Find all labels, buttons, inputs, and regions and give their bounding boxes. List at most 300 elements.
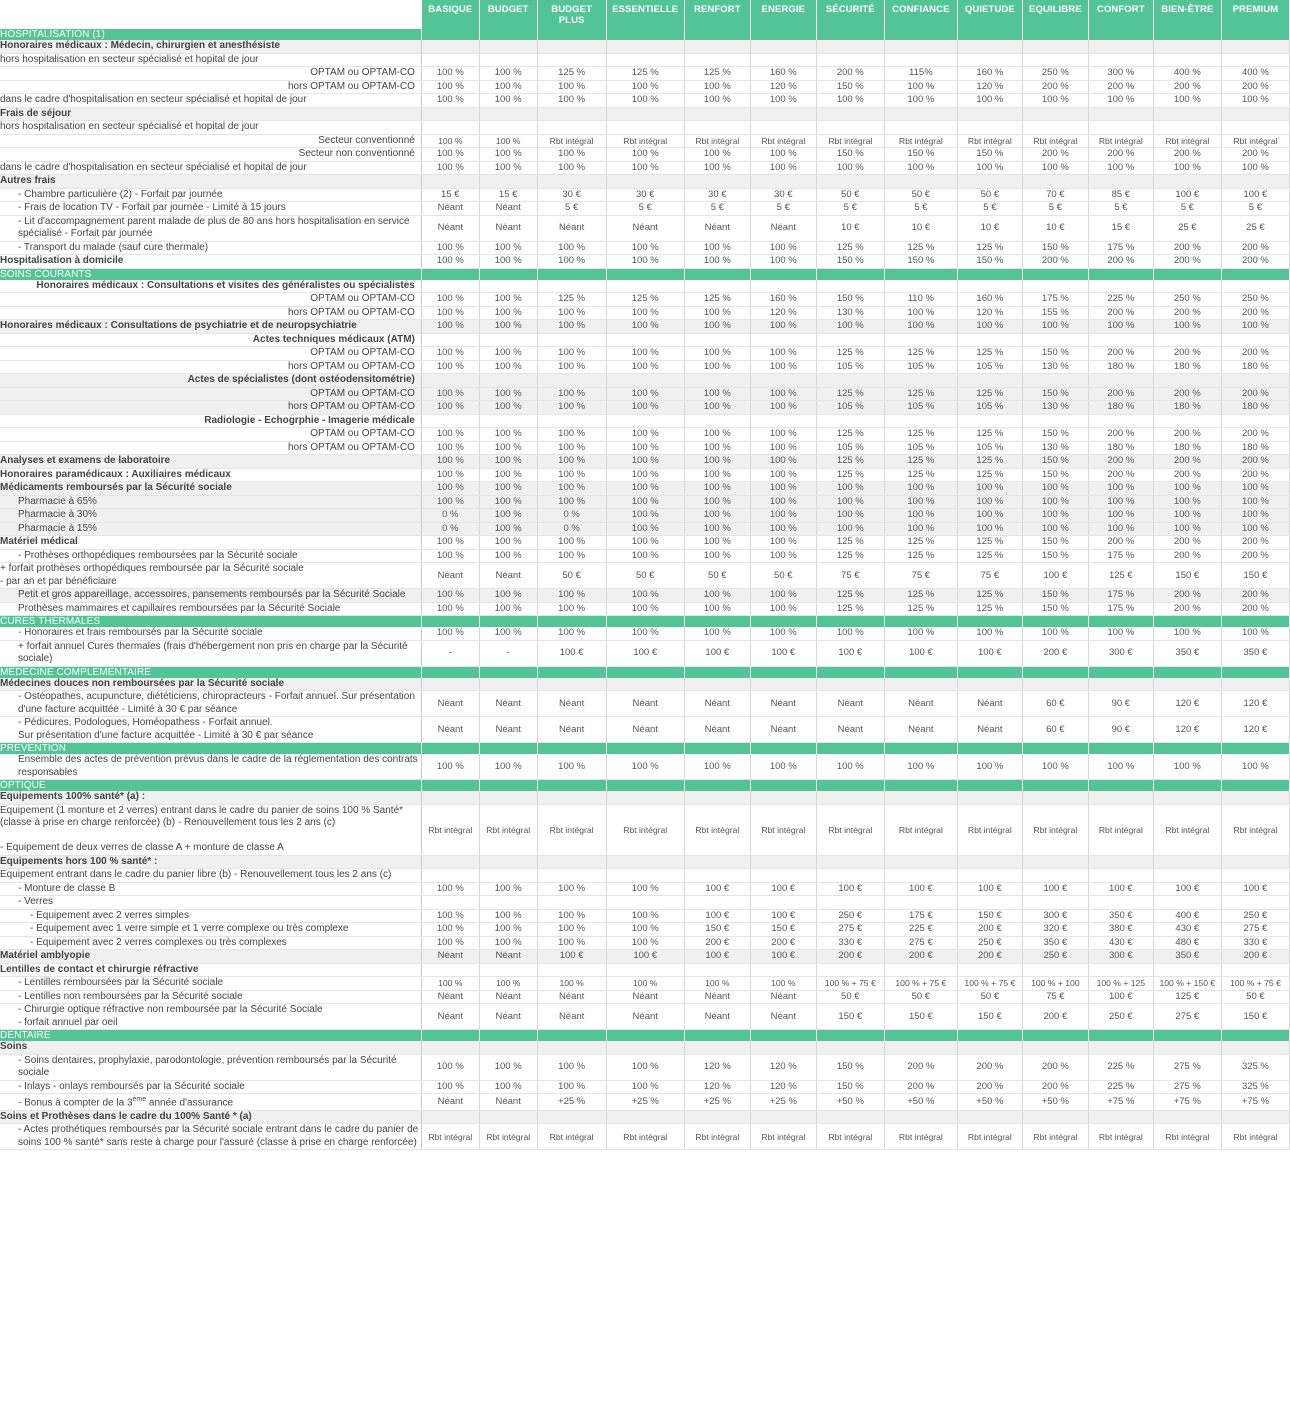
value-cell: Néant	[957, 717, 1022, 743]
value-cell: 100 %	[537, 255, 606, 269]
row-label: OPTAM ou OPTAM-CO	[0, 67, 421, 81]
value-cell: Néant	[606, 215, 684, 241]
value-cell	[750, 175, 816, 189]
value-cell: 100 %	[684, 468, 750, 482]
value-cell: 100 %	[606, 94, 684, 108]
value-cell	[1153, 678, 1221, 691]
value-cell	[1022, 869, 1088, 883]
row-label: Soins et Prothèses dans le cadre du 100% Santé * (a)	[0, 1110, 421, 1124]
value-cell: 200 %	[1153, 148, 1221, 162]
value-cell: 100 €	[1088, 882, 1153, 896]
table-row	[0, 936, 1290, 950]
value-cell: 105 %	[816, 401, 884, 415]
value-cell: 100 %	[1153, 522, 1221, 536]
value-cell: 100 %	[479, 602, 537, 616]
value-cell	[957, 175, 1022, 189]
value-cell: 125 %	[884, 455, 957, 469]
value-cell: 100 %	[479, 134, 537, 148]
table-row	[0, 869, 1290, 883]
value-cell: 100 %	[957, 522, 1022, 536]
value-cell: 430 €	[1153, 923, 1221, 937]
table-row	[0, 441, 1290, 455]
value-cell: 400 %	[1153, 67, 1221, 81]
value-cell: 150 %	[1022, 589, 1088, 603]
value-cell: 100 %	[684, 428, 750, 442]
value-cell: 100 %	[606, 509, 684, 523]
value-cell: 100 %	[479, 306, 537, 320]
row-label: Matériel amblyopie	[0, 950, 421, 964]
value-cell: 100 %	[1022, 509, 1088, 523]
value-cell: 110 %	[884, 293, 957, 307]
value-cell	[750, 414, 816, 428]
value-cell: 100 €	[1088, 990, 1153, 1004]
value-cell: 100 %	[606, 522, 684, 536]
value-cell	[1022, 121, 1088, 135]
section-spacer-cell	[957, 780, 1022, 792]
value-cell	[1221, 414, 1289, 428]
value-cell: Rbt intégral	[537, 1124, 606, 1150]
value-cell: 200 %	[1153, 455, 1221, 469]
value-cell: 120 €	[1221, 691, 1289, 717]
column-header-energie: ENERGIE	[750, 0, 816, 29]
value-cell	[1221, 963, 1289, 977]
value-cell: 100 %	[421, 627, 479, 640]
value-cell	[479, 53, 537, 67]
value-cell: 100 %	[1221, 320, 1289, 334]
value-cell: 100 %	[1153, 495, 1221, 509]
section-spacer-cell	[1022, 268, 1088, 280]
value-cell: 5 €	[537, 202, 606, 216]
value-cell: 0 %	[421, 522, 479, 536]
value-cell	[479, 869, 537, 883]
value-cell	[816, 1041, 884, 1054]
value-cell: 100 %	[606, 754, 684, 780]
value-cell	[816, 1110, 884, 1124]
table-body	[0, 29, 1290, 1150]
value-cell	[957, 333, 1022, 347]
row-label: - Chambre particulière (2) - Forfait par journée	[0, 188, 421, 202]
value-cell: 100 €	[750, 950, 816, 964]
value-cell: 105 %	[884, 401, 957, 415]
value-cell: 100 %	[421, 387, 479, 401]
value-cell: 275 €	[1221, 923, 1289, 937]
value-cell: 100 %	[479, 468, 537, 482]
value-cell	[884, 896, 957, 910]
value-cell: 100 %	[421, 602, 479, 616]
value-cell: 200 %	[1022, 148, 1088, 162]
value-cell: Néant	[957, 691, 1022, 717]
value-cell: 100 %	[479, 347, 537, 361]
value-cell	[1022, 53, 1088, 67]
value-cell: 100 %	[750, 536, 816, 550]
table-row	[0, 549, 1290, 563]
value-cell: 200 %	[1088, 80, 1153, 94]
value-cell: 15 €	[421, 188, 479, 202]
value-cell: 100 %	[816, 754, 884, 780]
section-spacer-cell	[421, 666, 479, 678]
value-cell: 5 €	[816, 202, 884, 216]
value-cell: 200 %	[1022, 255, 1088, 269]
value-cell: 100 %	[421, 80, 479, 94]
table-row	[0, 401, 1290, 415]
value-cell: Rbt intégral	[750, 1124, 816, 1150]
value-cell: 50 €	[957, 188, 1022, 202]
value-cell: 150 %	[884, 148, 957, 162]
value-cell: 100 %	[1088, 495, 1153, 509]
value-cell: 100 %	[421, 1054, 479, 1080]
section-spacer-cell	[1153, 743, 1221, 755]
value-cell: 150 %	[1022, 549, 1088, 563]
value-cell: Rbt intégral	[421, 1124, 479, 1150]
value-cell: 100 %	[421, 401, 479, 415]
value-cell	[606, 333, 684, 347]
value-cell: 200 %	[1022, 1054, 1088, 1080]
value-cell: Rbt intégral	[1221, 1124, 1289, 1150]
value-cell: 100 %	[479, 627, 537, 640]
column-header-equilibre: EQUILIBRE	[1022, 0, 1088, 29]
value-cell: 100 %	[750, 589, 816, 603]
value-cell: 100 %	[606, 589, 684, 603]
section-spacer-cell	[1221, 666, 1289, 678]
value-cell: 125 %	[957, 455, 1022, 469]
value-cell: 200 %	[1221, 536, 1289, 550]
value-cell: 105 %	[957, 441, 1022, 455]
value-cell	[537, 414, 606, 428]
value-cell: 150 €	[957, 909, 1022, 923]
value-cell: -	[421, 640, 479, 666]
value-cell: Néant	[684, 1004, 750, 1030]
value-cell	[1221, 53, 1289, 67]
value-cell: 100 €	[750, 640, 816, 666]
value-cell: Rbt intégral	[884, 1124, 957, 1150]
value-cell: 150 €	[957, 1004, 1022, 1030]
value-cell: 50 €	[537, 563, 606, 589]
value-cell: 125 %	[957, 428, 1022, 442]
section-spacer-cell	[957, 1030, 1022, 1042]
value-cell: 105 %	[957, 360, 1022, 374]
value-cell: 105 %	[816, 441, 884, 455]
table-row	[0, 67, 1290, 81]
value-cell: 100 %	[479, 1054, 537, 1080]
column-header-quietude: QUIETUDE	[957, 0, 1022, 29]
section-spacer-cell	[1153, 268, 1221, 280]
value-cell: Néant	[421, 1094, 479, 1111]
section-spacer-cell	[816, 616, 884, 628]
value-cell: +25 %	[750, 1094, 816, 1111]
section-spacer-cell	[1221, 780, 1289, 792]
column-header-row	[0, 0, 1290, 29]
section-spacer-cell	[1221, 743, 1289, 755]
section-spacer-cell	[479, 29, 537, 40]
value-cell	[421, 678, 479, 691]
value-cell: 250 %	[1022, 67, 1088, 81]
value-cell: 320 €	[1022, 923, 1088, 937]
section-spacer-cell	[1022, 780, 1088, 792]
value-cell	[1153, 121, 1221, 135]
value-cell: 100 %	[1153, 94, 1221, 108]
value-cell	[1153, 175, 1221, 189]
value-cell: Rbt intégral	[606, 1124, 684, 1150]
value-cell: 100 %	[1022, 627, 1088, 640]
value-cell: Néant	[479, 215, 537, 241]
value-cell: 100 %	[421, 977, 479, 991]
value-cell	[816, 855, 884, 869]
value-cell: 100 €	[816, 882, 884, 896]
value-cell: Rbt intégral	[750, 804, 816, 855]
value-cell: 100 %	[884, 495, 957, 509]
row-label: dans le cadre d'hospitalisation en secteur spécialisé et hopital de jour	[0, 161, 421, 175]
value-cell: 5 €	[1022, 202, 1088, 216]
value-cell: 130 %	[1022, 441, 1088, 455]
value-cell: Rbt intégral	[816, 804, 884, 855]
value-cell: 200 %	[884, 1080, 957, 1094]
value-cell: 200 %	[884, 1054, 957, 1080]
value-cell: 100 %	[884, 522, 957, 536]
value-cell	[1153, 414, 1221, 428]
table-row	[0, 333, 1290, 347]
value-cell: 120 €	[1221, 717, 1289, 743]
value-cell: 100 %	[1221, 94, 1289, 108]
value-cell	[1153, 1110, 1221, 1124]
section-header-row	[0, 616, 1290, 628]
value-cell: Néant	[816, 691, 884, 717]
section-spacer-cell	[421, 616, 479, 628]
value-cell: 100 %	[537, 977, 606, 991]
value-cell: 125 %	[957, 589, 1022, 603]
table-row	[0, 563, 1290, 589]
value-cell: 100 %	[957, 161, 1022, 175]
value-cell: 105 %	[957, 401, 1022, 415]
value-cell: 100 %	[884, 627, 957, 640]
value-cell: 100 %	[957, 94, 1022, 108]
value-cell: 250 €	[1221, 909, 1289, 923]
table-row	[0, 717, 1290, 743]
value-cell	[884, 280, 957, 293]
value-cell	[537, 40, 606, 53]
value-cell: Néant	[421, 215, 479, 241]
table-row	[0, 804, 1290, 855]
value-cell: 150 %	[1022, 428, 1088, 442]
table-row	[0, 428, 1290, 442]
value-cell: 100 %	[421, 94, 479, 108]
section-spacer-cell	[884, 268, 957, 280]
value-cell: 160 %	[750, 293, 816, 307]
table-row	[0, 482, 1290, 496]
value-cell: 100 %	[479, 387, 537, 401]
value-cell	[684, 40, 750, 53]
value-cell: Néant	[479, 691, 537, 717]
value-cell: 100 %	[750, 320, 816, 334]
value-cell: 105 %	[884, 441, 957, 455]
value-cell: 100 %	[750, 627, 816, 640]
value-cell	[957, 414, 1022, 428]
value-cell	[606, 678, 684, 691]
section-title: HOSPITALISATION (1)	[0, 29, 421, 40]
value-cell: 150 %	[957, 148, 1022, 162]
value-cell: Rbt intégral	[684, 134, 750, 148]
value-cell: 100 %	[606, 306, 684, 320]
value-cell	[816, 121, 884, 135]
value-cell: 200 %	[1221, 241, 1289, 255]
value-cell: 275 %	[1153, 1080, 1221, 1094]
value-cell: 100 %	[606, 1054, 684, 1080]
value-cell	[750, 40, 816, 53]
value-cell	[1153, 869, 1221, 883]
value-cell: Rbt intégral	[606, 804, 684, 855]
value-cell: 100 %	[479, 536, 537, 550]
value-cell: 100 %	[479, 909, 537, 923]
value-cell	[537, 175, 606, 189]
value-cell: 100 %	[479, 923, 537, 937]
section-spacer-cell	[606, 268, 684, 280]
value-cell: 350 €	[1221, 640, 1289, 666]
value-cell: 100 % + 125	[1088, 977, 1153, 991]
value-cell: 150 €	[750, 923, 816, 937]
row-label: - Lit d'accompagnement parent malade de plus de 80 ans hors hospitalisation en service spécialisé - Forfait par journée	[0, 215, 421, 241]
value-cell	[884, 1110, 957, 1124]
value-cell: 200 %	[1153, 589, 1221, 603]
value-cell	[1088, 1110, 1153, 1124]
value-cell: 100 %	[537, 923, 606, 937]
value-cell: Néant	[537, 691, 606, 717]
value-cell	[816, 374, 884, 388]
value-cell: 100 €	[537, 640, 606, 666]
section-spacer-cell	[684, 29, 750, 40]
section-title: CURES THERMALES	[0, 616, 421, 628]
value-cell: 200 %	[1221, 387, 1289, 401]
value-cell	[537, 107, 606, 121]
value-cell: 100 %	[1153, 509, 1221, 523]
section-spacer-cell	[1221, 268, 1289, 280]
value-cell	[684, 53, 750, 67]
value-cell	[684, 333, 750, 347]
value-cell: 100 €	[1153, 188, 1221, 202]
section-spacer-cell	[884, 666, 957, 678]
value-cell: 200 %	[1153, 536, 1221, 550]
value-cell	[1022, 175, 1088, 189]
value-cell: 125 %	[884, 468, 957, 482]
value-cell	[1153, 53, 1221, 67]
value-cell: 100 %	[537, 347, 606, 361]
value-cell: Rbt intégral	[957, 804, 1022, 855]
value-cell: 125 €	[1088, 563, 1153, 589]
value-cell: 200 €	[884, 950, 957, 964]
row-label: Honoraires médicaux : Médecin, chirurgien et anesthésiste	[0, 40, 421, 53]
value-cell: 30 €	[684, 188, 750, 202]
section-header-row	[0, 1030, 1290, 1042]
value-cell	[684, 791, 750, 804]
section-spacer-cell	[816, 743, 884, 755]
value-cell: 100 €	[884, 882, 957, 896]
value-cell: 100 %	[421, 754, 479, 780]
value-cell: Néant	[750, 1004, 816, 1030]
row-label: - Equipement avec 2 verres simples	[0, 909, 421, 923]
value-cell	[479, 374, 537, 388]
value-cell: 100 %	[684, 602, 750, 616]
value-cell: Rbt intégral	[816, 134, 884, 148]
value-cell: 150 %	[816, 80, 884, 94]
value-cell	[421, 963, 479, 977]
value-cell: Néant	[479, 717, 537, 743]
value-cell	[421, 333, 479, 347]
value-cell	[479, 280, 537, 293]
value-cell: Néant	[421, 990, 479, 1004]
table-row	[0, 627, 1290, 640]
section-spacer-cell	[750, 666, 816, 678]
row-label: - Verres	[0, 896, 421, 910]
value-cell	[1088, 791, 1153, 804]
value-cell: 175 €	[884, 909, 957, 923]
value-cell: 125 €	[1153, 990, 1221, 1004]
section-spacer-cell	[421, 29, 479, 40]
value-cell	[816, 678, 884, 691]
table-row	[0, 522, 1290, 536]
value-cell: 120 €	[1153, 691, 1221, 717]
value-cell	[479, 896, 537, 910]
section-spacer-cell	[1153, 616, 1221, 628]
value-cell: 10 €	[1022, 215, 1088, 241]
value-cell: 100 €	[537, 950, 606, 964]
value-cell: 150 €	[684, 923, 750, 937]
value-cell: 100 %	[421, 495, 479, 509]
section-spacer-cell	[884, 29, 957, 40]
section-spacer-cell	[537, 268, 606, 280]
value-cell: 125 %	[957, 347, 1022, 361]
row-label: - Lentilles remboursées par la Sécurité sociale	[0, 977, 421, 991]
value-cell: 100 %	[1153, 754, 1221, 780]
table-row	[0, 678, 1290, 691]
value-cell: 105 %	[884, 360, 957, 374]
row-label: Pharmacie à 15%	[0, 522, 421, 536]
value-cell: 100 %	[421, 482, 479, 496]
value-cell	[1153, 374, 1221, 388]
value-cell	[421, 121, 479, 135]
value-cell: 150 %	[816, 293, 884, 307]
value-cell	[606, 107, 684, 121]
section-spacer-cell	[684, 666, 750, 678]
table-row	[0, 202, 1290, 216]
value-cell: Néant	[421, 717, 479, 743]
value-cell: 325 %	[1221, 1080, 1289, 1094]
value-cell: 100 %	[421, 923, 479, 937]
value-cell: 380 €	[1088, 923, 1153, 937]
value-cell	[750, 791, 816, 804]
value-cell: +25 %	[684, 1094, 750, 1111]
value-cell: 100 %	[816, 482, 884, 496]
value-cell: 200 €	[1022, 640, 1088, 666]
value-cell: 200 €	[684, 936, 750, 950]
value-cell: 200 %	[1088, 428, 1153, 442]
value-cell: 200 %	[1022, 80, 1088, 94]
value-cell	[1221, 1041, 1289, 1054]
value-cell: 120 €	[1153, 717, 1221, 743]
value-cell	[606, 791, 684, 804]
value-cell	[957, 107, 1022, 121]
section-spacer-cell	[1088, 29, 1153, 40]
value-cell: 180 %	[1221, 401, 1289, 415]
value-cell: 100 %	[1153, 320, 1221, 334]
value-cell: 100 %	[421, 67, 479, 81]
value-cell	[884, 791, 957, 804]
section-spacer-cell	[957, 666, 1022, 678]
value-cell: 100 %	[1221, 161, 1289, 175]
row-label: - Frais de location TV - Forfait par journée - Limité à 15 jours	[0, 202, 421, 216]
value-cell: 200 %	[1088, 536, 1153, 550]
value-cell	[479, 678, 537, 691]
value-cell: 100 %	[1153, 627, 1221, 640]
value-cell: 100 %	[684, 754, 750, 780]
value-cell: 100 %	[1088, 509, 1153, 523]
